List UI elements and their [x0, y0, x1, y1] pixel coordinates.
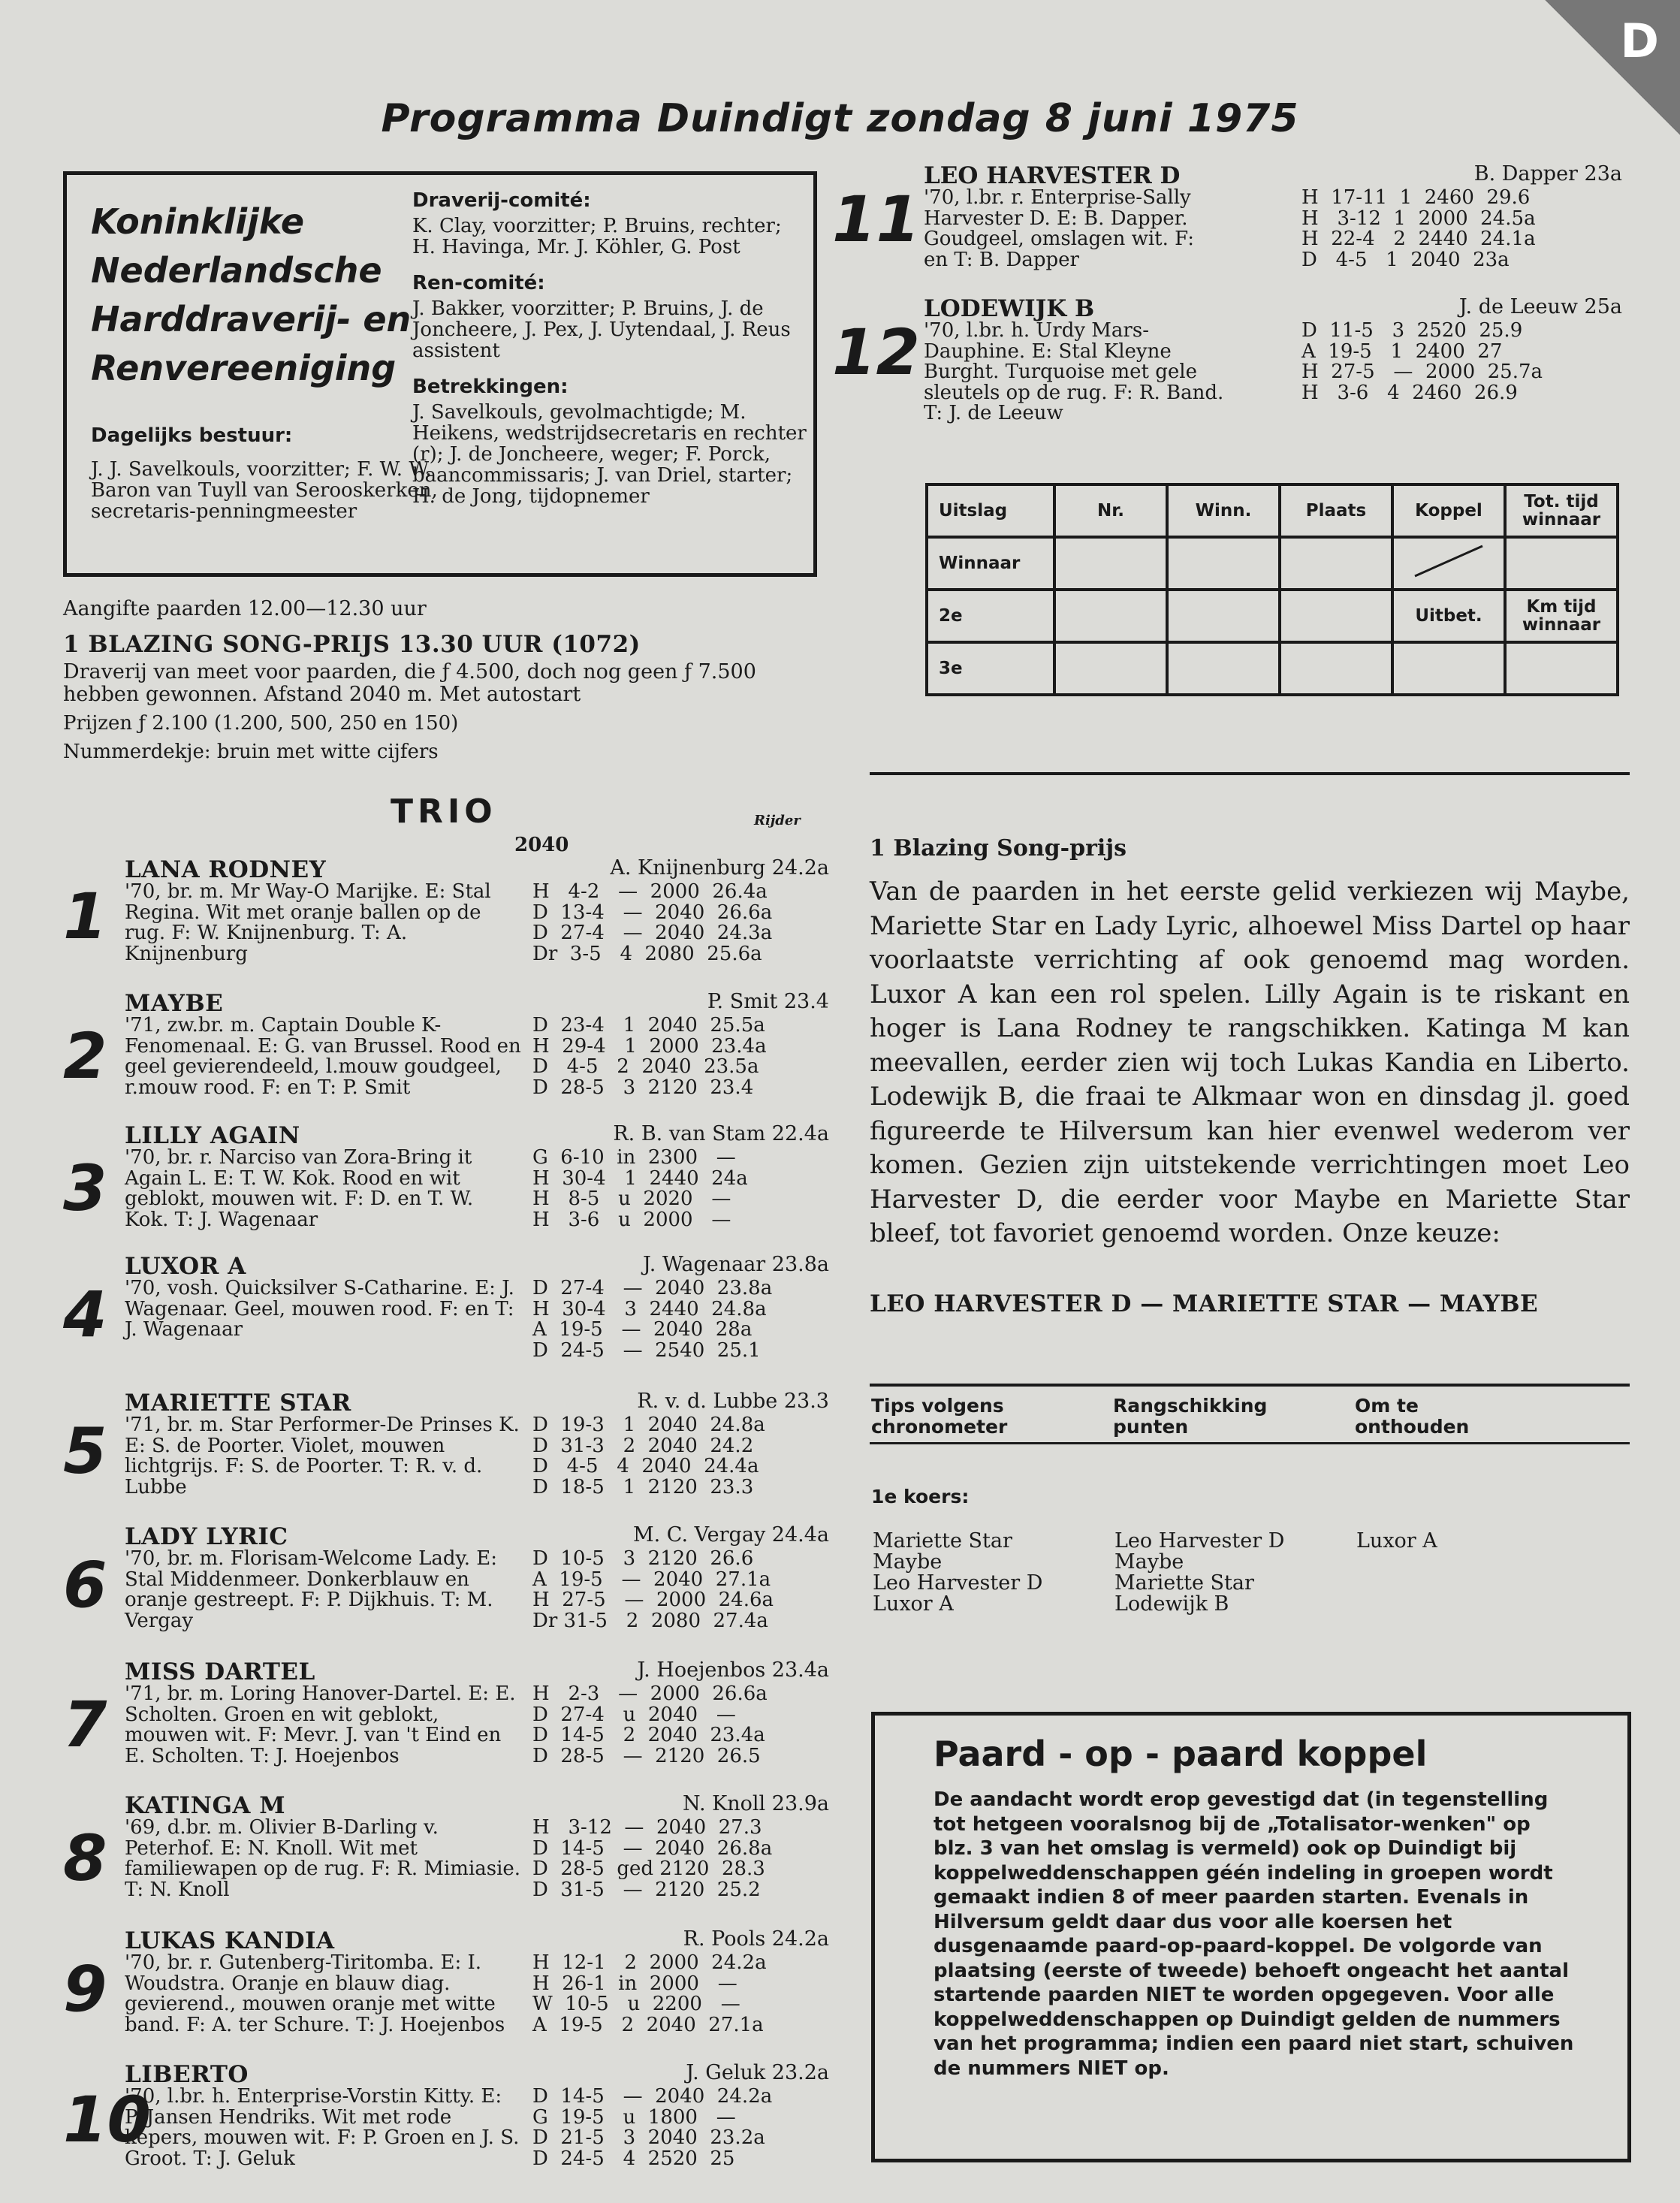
result-row-label: Winnaar — [927, 537, 1054, 590]
corner-letter: D — [1620, 14, 1659, 68]
horse-number: 7 — [63, 1688, 107, 1761]
result-line: A 19-5 — 2040 28a — [532, 1318, 753, 1341]
result-line: D 19-3 1 2040 24.8a — [532, 1414, 765, 1436]
result-line: W 10-5 u 2200 — — [532, 1993, 740, 2015]
result-line: G 19-5 u 1800 — — [532, 2105, 736, 2129]
result-line: D 24-5 4 2520 25 — [532, 2147, 735, 2170]
result-line: D 24-5 — 2540 25.1 — [532, 1338, 761, 1362]
horse-driver: N. Knoll 23.9a — [683, 1792, 829, 1815]
horse-driver: R. v. d. Lubbe 23.3 — [637, 1390, 829, 1413]
horse-entry — [63, 1523, 829, 1651]
betrekkingen-heading: Betrekkingen: — [412, 376, 569, 398]
trio-label: TRIO — [391, 792, 497, 831]
horse-description: '70, br. r. Gutenberg-Tiritomba. E: I. Woudstra. Oranje en blauw diag. gevierend., mouwen oranje met witte band. F: A. ter Schure. T: J. Hoejenbos — [125, 1951, 505, 2036]
horse-description: '69, d.br. m. Olivier B-Darling v. Peterhof. E: N. Knoll. Wit met familiewapen op de rug. F: R. Mimiasie. T: N. Knoll — [125, 1816, 521, 1901]
horse-driver: J. de Leeuw 25a — [1458, 295, 1622, 318]
horse-results — [532, 1953, 767, 2036]
horse-number: 5 — [63, 1414, 107, 1488]
horse-results — [532, 1015, 767, 1098]
result-line: H 3-6 4 2460 26.9 — [1301, 381, 1518, 404]
result-cell[interactable] — [1167, 642, 1280, 695]
horse-driver: M. C. Vergay 24.4a — [632, 1523, 829, 1547]
result-line: A 19-5 2 2040 27.1a — [532, 2013, 764, 2036]
result-cell[interactable] — [1280, 642, 1392, 695]
horse-results — [1301, 321, 1543, 403]
race-title: 1 BLAZING SONG-PRIJS 13.30 UUR (1072) — [63, 631, 641, 658]
horse-entry — [832, 295, 1622, 423]
horse-results — [532, 1549, 774, 1631]
result-line: H 30-4 1 2440 24a — [532, 1166, 748, 1190]
race-number-cloth: Nummerdekje: bruin met witte cijfers — [63, 741, 439, 763]
aangifte-text: Aangifte paarden 12.00—12.30 uur — [63, 597, 427, 620]
result-line: Dr 31-5 2 2080 27.4a — [532, 1609, 768, 1632]
result-row-label: 3e — [927, 642, 1054, 695]
draverij-heading: Draverij-comité: — [412, 189, 591, 212]
km-tijd-label: Km tijd winnaar — [1505, 590, 1618, 642]
result-line: H 3-12 — 2040 27.3 — [532, 1816, 762, 1839]
result-header: Koppel — [1392, 484, 1505, 537]
horse-description: '70, br. m. Mr Way-O Marijke. E: Stal Regina. Wit met oranje ballen op de rug. F: W. Knijnenburg. T: A. Knijnenburg — [125, 880, 491, 965]
result-cell[interactable] — [1505, 537, 1618, 590]
horse-results — [532, 2087, 772, 2169]
result-header: Tot. tijd winnaar — [1505, 484, 1618, 537]
result-row-winnaar — [927, 537, 1618, 590]
pp-text: De aandacht wordt erop gevestigd dat (in tegenstelling tot hetgeen vooralsnog bij de „Totalisator-wenken" op blz. 3 van het omslag is vermeld) ook op Duindigt bij koppelweddenschappen géén indeling in groepen wordt gemaakt indien 8 of meer paarden starten. Evenals in Hilversum geldt daar dus voor alle koersen het dusgenaamde paard-op-paard-koppel. De volgorde van plaatsing (eerste of tweede) behoeft ongeacht het aantal startende paarden NIET te worden opgegeven. Voor alle koppelweddenschappen op Duindigt gelden de nummers van het programma; indien een paard niet start, schuiven de nummers NIET op. — [934, 1788, 1574, 2080]
result-cell[interactable] — [1280, 590, 1392, 642]
result-row-label: 2e — [927, 590, 1054, 642]
horse-description: '70, l.br. h. Enterprise-Vorstin Kitty. E: P. Jansen Hendriks. Wit met rode kepers, mouwen wit. F: P. Groen en J. S. Groot. T: J. Geluk — [125, 2085, 520, 2170]
horse-driver: J. Wagenaar 23.8a — [643, 1253, 829, 1276]
board-heading: Dagelijks bestuur: — [91, 424, 293, 447]
horse-results — [532, 1278, 772, 1361]
list-item: Lodewijk B — [1114, 1592, 1229, 1616]
result-line: D 28-5 ged 2120 28.3 — [532, 1857, 765, 1880]
betrekkingen-text: J. Savelkouls, gevolmachtigde; M. Heikens, wedstrijdsecretaris en rechter (r); J. de Joncheere, weger; F. Porck, baancommissaris; J. van Driel, starter; H. de Jong, tijdopnemer — [412, 401, 807, 508]
horse-number: 3 — [63, 1151, 107, 1225]
list-item: Leo Harvester D — [1114, 1529, 1285, 1553]
result-header: Winn. — [1167, 484, 1280, 537]
tips-pick: LEO HARVESTER D — MARIETTE STAR — MAYBE — [870, 1290, 1539, 1317]
result-line: A 19-5 1 2400 27 — [1301, 340, 1503, 363]
horse-results — [532, 882, 772, 964]
list-item: Mariette Star — [1114, 1571, 1254, 1595]
horse-driver: R. B. van Stam 22.4a — [613, 1122, 829, 1145]
result-header: Plaats — [1280, 484, 1392, 537]
ren-heading: Ren-comité: — [412, 272, 545, 294]
paard-op-paard-box — [871, 1712, 1631, 2162]
result-header-row — [927, 484, 1618, 537]
result-line: D 14-5 — 2040 26.8a — [532, 1836, 773, 1860]
divider — [870, 1384, 1630, 1387]
tips-col1-list — [873, 1531, 1042, 1615]
horse-description: '70, vosh. Quicksilver S-Catharine. E: J. Wagenaar. Geel, mouwen rood. F: en T: J. Wagenaar — [125, 1277, 514, 1341]
result-line: A 19-5 — 2040 27.1a — [532, 1568, 771, 1591]
tips-col2-list — [1114, 1531, 1284, 1615]
result-line: D 28-5 — 2120 26.5 — [532, 1744, 761, 1767]
result-line: D 10-5 3 2120 26.6 — [532, 1547, 754, 1570]
org-name-line: Renvereeniging — [91, 348, 397, 388]
result-cell-koppel[interactable] — [1392, 537, 1505, 590]
horse-number: 6 — [63, 1548, 107, 1622]
horse-driver: R. Pools 24.2a — [683, 1927, 829, 1951]
horse-description: '71, br. m. Star Performer-De Prinses K. E: S. de Poorter. Violet, mouwen lichtgrijs. F: S. de Poorter. T: R. v. d. Lubbe — [125, 1414, 520, 1498]
result-line: D 31-3 2 2040 24.2 — [532, 1434, 754, 1457]
result-line: H 3-12 1 2000 24.5a — [1301, 207, 1536, 230]
list-item: Maybe — [1114, 1550, 1184, 1574]
horse-driver: A. Knijnenburg 24.2a — [610, 856, 829, 880]
result-line: D 4-5 1 2040 23a — [1301, 248, 1510, 271]
tips-col3-heading: Om te onthouden — [1355, 1395, 1470, 1438]
horse-number: 9 — [63, 1952, 107, 2026]
result-cell[interactable] — [1054, 642, 1167, 695]
organisation-box — [63, 171, 817, 577]
result-line: H 8-5 u 2020 — — [532, 1188, 731, 1210]
horse-driver: J. Hoejenbos 23.4a — [637, 1658, 829, 1682]
horse-name: LEO HARVESTER D — [924, 162, 1181, 189]
horse-entry — [63, 990, 829, 1118]
result-cell[interactable] — [1505, 642, 1618, 695]
race-conditions: Draverij van meet voor paarden, die ƒ 4.500, doch nog geen ƒ 7.500 hebben gewonnen. Afstand 2040 m. Met autostart — [63, 660, 756, 706]
horse-description: '70, br. m. Florisam-Welcome Lady. E: Stal Middenmeer. Donkerblauw en oranje gestreept. F: P. Dijkhuis. T: M. Vergay — [125, 1547, 498, 1632]
result-cell[interactable] — [1167, 537, 1280, 590]
page-title: Programma Duindigt zondag 8 juni 1975 — [381, 96, 1299, 141]
result-header: Nr. — [1054, 484, 1167, 537]
list-item: Luxor A — [1356, 1529, 1437, 1553]
result-line: Dr 3-5 4 2080 25.6a — [532, 942, 762, 965]
horse-entry — [63, 856, 829, 984]
pp-title: Paard - op - paard koppel — [934, 1734, 1428, 1774]
result-line: D 21-5 3 2040 23.2a — [532, 2126, 765, 2149]
horse-name: KATINGA M — [125, 1792, 286, 1819]
result-line: D 14-5 2 2040 23.4a — [532, 1724, 765, 1746]
result-cell[interactable] — [1167, 590, 1280, 642]
horse-number: 12 — [832, 315, 920, 389]
result-line: D 27-4 — 2040 23.8a — [532, 1277, 773, 1299]
horse-entry — [832, 162, 1622, 290]
horse-number: 8 — [63, 1821, 107, 1895]
result-row-2e — [927, 590, 1618, 642]
race-prizes: Prijzen ƒ 2.100 (1.200, 500, 250 en 150) — [63, 712, 459, 735]
list-item: Leo Harvester D — [873, 1571, 1043, 1595]
horse-description: '70, l.br. r. Enterprise-Sally Harvester D. E: B. Dapper. Goudgeel, omslagen wit. F: en T: B. Dapper — [924, 186, 1195, 271]
horse-number: 11 — [832, 183, 920, 256]
horse-name: LUXOR A — [125, 1253, 246, 1280]
result-cell[interactable] — [1054, 590, 1167, 642]
tips-text: Van de paarden in het eerste gelid verkiezen wij Maybe, Mariette Star en Lady Lyric, alhoewel Miss Dartel op haar voorlaatste verrichting af ook genoemd mag worden. Luxor A kan een rol spelen. Lilly Again is te riskant en hoger is Lana Rodney te rangschikken. Katinga M kan meevallen, eerder zien wij toch Lukas Kandia en Liberto. Lodewijk B, die fraai te Alkmaar won en dinsdag jl. goed figureerde te Hilversum kan hier evenwel wederom ver komen. Gezien zijn uitstekende verrichtingen moet Leo Harvester D, die eerder voor Maybe en Mariette Star bleef, tot favoriet genoemd worden. Onze keuze: — [870, 877, 1630, 1248]
result-line: H 12-1 2 2000 24.2a — [532, 1951, 767, 1974]
koers-label: 1e koers: — [871, 1486, 970, 1507]
result-line: D 27-4 u 2040 — — [532, 1703, 736, 1726]
horse-results — [532, 1415, 765, 1498]
horse-name: LODEWIJK B — [924, 295, 1095, 322]
horse-number: 4 — [63, 1278, 107, 1351]
result-line: D 18-5 1 2120 23.3 — [532, 1475, 754, 1498]
ren-text: J. Bakker, voorzitter; P. Bruins, J. de Joncheere, J. Pex, J. Uytendaal, J. Reus assistent — [412, 297, 791, 362]
horse-number: 2 — [63, 1019, 107, 1093]
horse-entry — [63, 2061, 829, 2189]
horse-number: 1 — [63, 880, 107, 953]
list-item: Luxor A — [873, 1592, 954, 1616]
horse-driver: P. Smit 23.4 — [707, 990, 829, 1013]
result-line: D 4-5 4 2040 24.4a — [532, 1455, 759, 1477]
result-line: H 17-11 1 2460 29.6 — [1301, 186, 1531, 209]
horse-name: LILLY AGAIN — [125, 1122, 300, 1149]
result-line: H 27-5 — 2000 25.7a — [1301, 361, 1543, 383]
horse-entry — [63, 1253, 829, 1381]
horse-name: MAYBE — [125, 990, 224, 1017]
org-name-line: Koninklijke — [91, 201, 305, 242]
horse-name: LUKAS KANDIA — [125, 1927, 335, 1954]
diagonal-slash-icon — [1407, 542, 1490, 580]
result-line: D 14-5 — 2040 24.2a — [532, 2085, 773, 2108]
result-line: D 11-5 3 2520 25.9 — [1301, 319, 1523, 342]
board-text: J. J. Savelkouls, voorzitter; F. W. W. Baron van Tuyll van Serooskerken, secretaris-penningmeester — [91, 458, 438, 523]
tips-col2-heading: Rangschikking punten — [1113, 1395, 1268, 1438]
horse-description: '71, zw.br. m. Captain Double K-Fenomenaal. E: G. van Brussel. Rood en geel gevierendeeld, l.mouw goudgeel, r.mouw rood. F: en T: P. Smit — [125, 1014, 521, 1099]
horse-results — [1301, 188, 1536, 270]
horse-name: LADY LYRIC — [125, 1523, 288, 1550]
tips-title: 1 Blazing Song-prijs — [870, 835, 1127, 862]
result-line: H 27-5 — 2000 24.6a — [532, 1589, 774, 1611]
result-header: Uitslag — [927, 484, 1054, 537]
result-line: G 6-10 in 2300 — — [532, 1146, 736, 1169]
rijder-label: Rijder — [754, 813, 801, 828]
horse-driver: J. Geluk 23.2a — [686, 2061, 829, 2084]
tips-col3-list — [1356, 1531, 1437, 1552]
horse-description: '71, br. m. Loring Hanover-Dartel. E: E. Scholten. Groen en wit geblokt, mouwen wit. F: Mevr. J. van 't Eind en E. Scholten. T: J. Hoejenbos — [125, 1682, 516, 1767]
result-line: D 31-5 — 2120 25.2 — [532, 1878, 761, 1901]
horse-results — [532, 1818, 772, 1900]
result-line: D 23-4 1 2040 25.5a — [532, 1014, 765, 1037]
tips-col1-heading: Tips volgens chronometer — [871, 1395, 1008, 1438]
result-cell[interactable] — [1392, 642, 1505, 695]
divider — [870, 772, 1630, 775]
result-line: H 22-4 2 2440 24.1a — [1301, 228, 1536, 250]
horse-results — [532, 1148, 748, 1230]
result-line: H 3-6 u 2000 — — [532, 1208, 731, 1231]
draverij-text: K. Clay, voorzitter; P. Bruins, rechter; H. Havinga, Mr. J. Köhler, G. Post — [412, 215, 782, 258]
result-line: H 30-4 3 2440 24.8a — [532, 1297, 767, 1320]
result-line: H 29-4 1 2000 23.4a — [532, 1034, 767, 1058]
result-cell[interactable] — [1054, 537, 1167, 590]
result-line: D 28-5 3 2120 23.4 — [532, 1076, 754, 1099]
result-line: D 4-5 2 2040 23.5a — [532, 1055, 759, 1078]
horse-name: MISS DARTEL — [125, 1658, 315, 1685]
race-header — [63, 597, 829, 763]
horse-name: LIBERTO — [125, 2061, 249, 2088]
horse-driver: B. Dapper 23a — [1473, 162, 1622, 186]
horse-description: '70, l.br. h. Urdy Mars-Dauphine. E: Stal Kleyne Burght. Turquoise met gele sleutels op de rug. F: R. Band. T: J. de Leeuw — [924, 319, 1224, 424]
result-line: H 26-1 in 2000 — — [532, 1972, 737, 1995]
org-name-line: Harddraverij- en — [91, 299, 412, 340]
committee-column — [412, 190, 807, 522]
distance-label: 2040 — [514, 834, 569, 856]
organisation-name — [91, 198, 459, 393]
horse-entry — [63, 1792, 829, 1920]
result-table — [925, 483, 1619, 696]
result-line: H 4-2 — 2000 26.4a — [532, 880, 768, 903]
horse-entry — [63, 1390, 829, 1517]
result-cell[interactable] — [1280, 537, 1392, 590]
horse-number: 10 — [63, 2083, 151, 2156]
result-line: D 27-4 — 2040 24.3a — [532, 922, 773, 944]
list-item: Mariette Star — [873, 1529, 1012, 1553]
horse-entry — [63, 1927, 829, 2055]
horse-results — [532, 1684, 768, 1767]
horse-name: MARIETTE STAR — [125, 1390, 351, 1417]
horse-name: LANA RODNEY — [125, 856, 327, 883]
result-line: H 2-3 — 2000 26.6a — [532, 1682, 768, 1705]
org-name-line: Nederlandsche — [91, 250, 382, 291]
horse-entry — [63, 1658, 829, 1786]
result-row-3e — [927, 642, 1618, 695]
horse-entry — [63, 1122, 829, 1250]
horse-description: '70, br. r. Narciso van Zora-Bring it Again L. E: T. W. Kok. Rood en wit geblokt, mouwen wit. F: D. en T. W. Kok. T: J. Wagenaar — [125, 1146, 474, 1231]
result-line: D 13-4 — 2040 26.6a — [532, 901, 773, 924]
uitbet-label: Uitbet. — [1392, 590, 1505, 642]
list-item: Maybe — [873, 1550, 943, 1574]
divider — [870, 1442, 1630, 1444]
